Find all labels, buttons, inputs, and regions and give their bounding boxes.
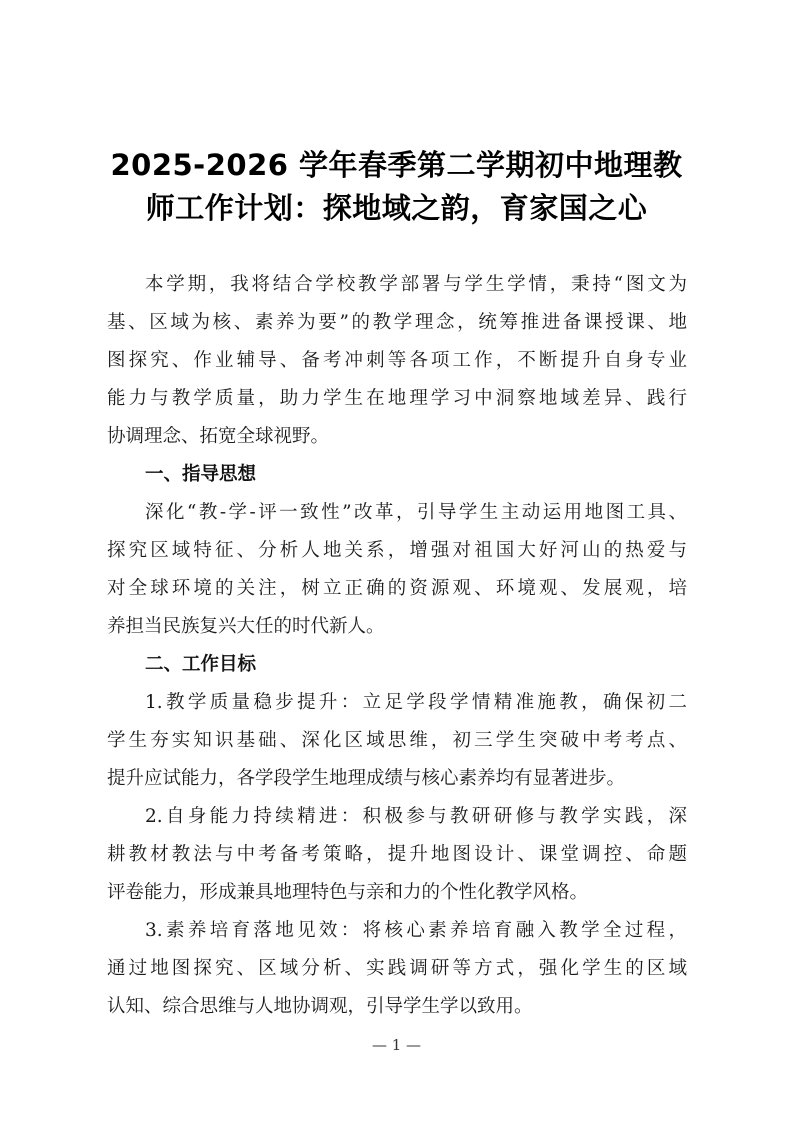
intro-line: 基、区域为核、素养为要”的教学理念，统筹推进备课授课、地 (107, 312, 687, 333)
guiding-ideology-paragraph (107, 494, 687, 646)
page-number: — 1 — (371, 1036, 422, 1054)
section-heading-work-goals: 二、工作目标 (145, 654, 257, 675)
intro-line: 协调理念、拓宽全球视野。 (107, 426, 330, 447)
paragraph-line: 提升应试能力，各学段学生地理成绩与核心素养均有显著进步。 (107, 768, 626, 789)
paragraph-line: 通过地图探究、区域分析、实践调研等方式，强化学生的区域 (107, 958, 687, 979)
document-title (60, 144, 733, 230)
paragraph-line: 对全球环境的关注，树立正确的资源观、环境观、发展观，培 (107, 578, 687, 599)
intro-line: 能力与教学质量，助力学生在地理学习中洞察地域差异、践行 (107, 388, 687, 409)
paragraph-line: 养担当民族复兴大任的时代新人。 (107, 616, 385, 637)
paragraph-line: 耕教材教法与中考备考策略，提升地图设计、课堂调控、命题 (107, 844, 687, 865)
paragraph-line: 评卷能力，形成兼具地理特色与亲和力的个性化教学风格。 (107, 882, 589, 903)
paragraph-line: 探究区域特征、分析人地关系，增强对祖国大好河山的热爱与 (107, 540, 687, 561)
paragraph-line: 1.教学质量稳步提升：立足学段学情精准施教，确保初二 (145, 692, 687, 713)
goal-item-3 (107, 912, 687, 1026)
title-line-1: 2025-2026 学年春季第二学期初中地理教 (110, 148, 683, 182)
paragraph-line: 认知、综合思维与人地协调观，引导学生学以致用。 (107, 996, 533, 1017)
goal-item-2 (107, 798, 687, 912)
intro-line: 本学期，我将结合学校教学部署与学生学情，秉持“图文为 (145, 274, 687, 295)
title-line-2: 师工作计划：探地域之韵，育家国之心 (145, 191, 648, 225)
paragraph-line: 2.自身能力持续精进：积极参与教研研修与教学实践，深 (145, 806, 687, 827)
paragraph-line: 3.素养培育落地见效：将核心素养培育融入教学全过程， (145, 920, 687, 941)
goal-item-1 (107, 684, 687, 798)
paragraph-line: 学生夯实知识基础、深化区域思维，初三学生突破中考考点、 (107, 730, 687, 751)
section-heading-guiding-ideology: 一、指导思想 (145, 464, 257, 485)
document-body (107, 266, 687, 1026)
paragraph-line: 深化“教-学-评一致性”改革，引导学生主动运用地图工具、 (145, 502, 687, 523)
intro-paragraph (107, 266, 687, 456)
intro-line: 图探究、作业辅导、备考冲刺等各项工作，不断提升自身专业 (107, 350, 687, 371)
